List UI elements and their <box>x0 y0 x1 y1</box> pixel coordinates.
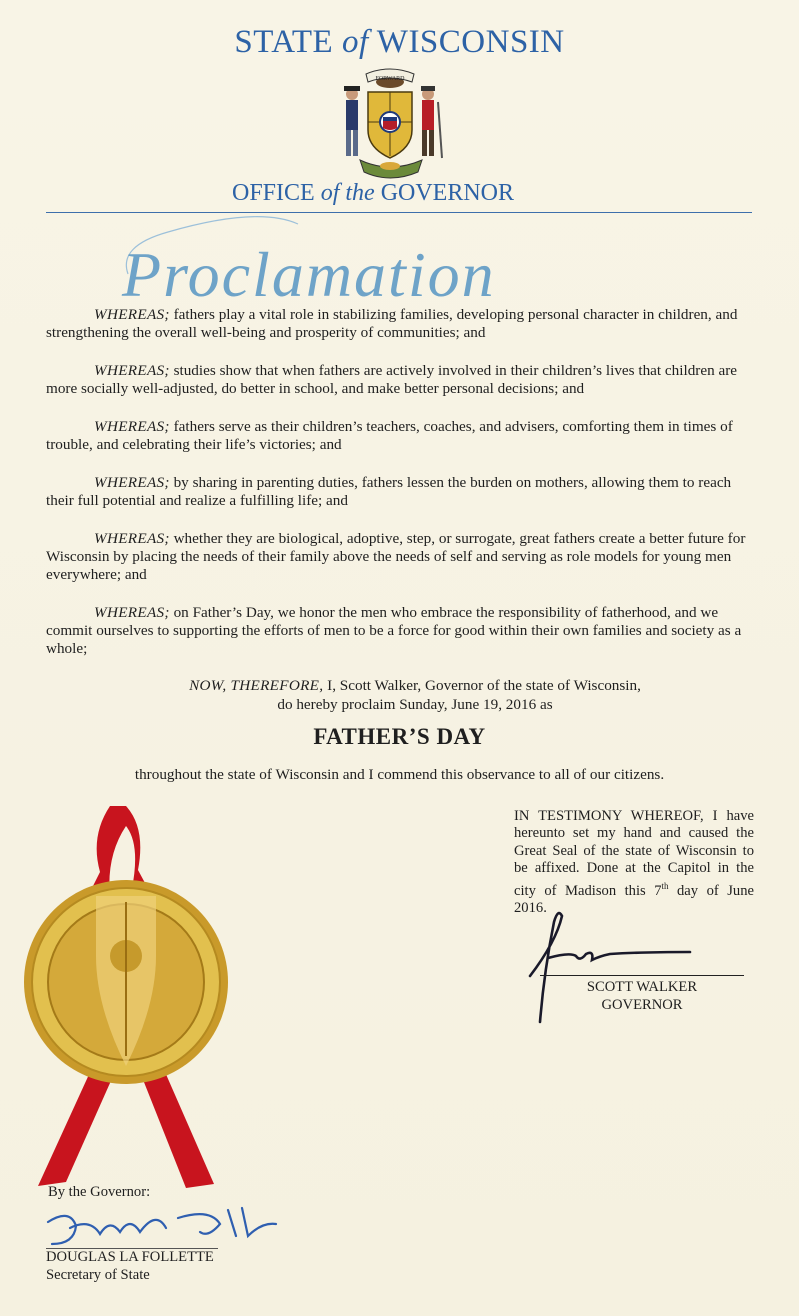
wisconsin-coat-of-arms <box>330 62 450 184</box>
governor-name-block: SCOTT WALKER GOVERNOR <box>586 979 698 1013</box>
now-therefore-block: NOW, THEREFORE, I, Scott Walker, Governor of the state of Wisconsin, do hereby proclaim Sunday, June 19, 2016 as <box>189 677 641 713</box>
whereas-paragraph-5: WHEREAS; whether they are biological, adoptive, step, or surrogate, great fathers create a better future for Wisconsin by placing the needs of their family above the needs of self and serving as role models for young men everywhere; and <box>46 530 746 583</box>
whereas-paragraph-6: WHEREAS; on Father’s Day, we honor the men who embrace the responsibility of fatherhood, and we commit ourselves to supporting the efforts of men to be a force for good within their own families and society as a whole; <box>46 604 742 657</box>
whereas-paragraph-2: WHEREAS; studies show that when fathers are actively involved in their children’s lives that children are more socially well-adjusted, do better in school, and make better personal decisions; and <box>46 362 738 397</box>
office-title: OFFICE of the GOVERNOR <box>232 180 515 206</box>
seal-motto: FORWARD <box>375 76 405 82</box>
state-title: STATE of WISCONSIN <box>234 24 565 60</box>
whereas-paragraph-1: WHEREAS; fathers play a vital role in stabilizing families, developing personal character in children, and strengthening the overall well-being and prosperity of communities; and <box>46 306 738 341</box>
occasion-title: FATHER’S DAY <box>313 724 486 749</box>
whereas-paragraph-4: WHEREAS; by sharing in parenting duties, fathers lessen the burden on mothers, allowing them to reach their full potential and realize a fulfilling life; and <box>46 474 732 509</box>
svg-text:Proclamation: Proclamation <box>122 239 496 310</box>
commendation-line: throughout the state of Wisconsin and I commend this observance to all of our citizens. <box>134 766 665 783</box>
by-the-governor-label: By the Governor: <box>48 1184 151 1200</box>
great-seal-with-ribbon <box>18 806 230 1190</box>
whereas-paragraph-3: WHEREAS; fathers serve as their children’s teachers, coaches, and advisers, comforting them in times of trouble, and celebrating their life’s victories; and <box>46 418 733 453</box>
governor-signature-line <box>540 975 744 976</box>
proclamation-script-heading <box>108 196 708 316</box>
testimony-block: IN TESTIMONY WHEREOF, I have hereunto set my hand and caused the Great Seal of the state of Wisconsin to be affixed. Done at the Capitol in the city of Madison this 7th day of June 2016. <box>514 808 754 916</box>
secretary-name-block: DOUGLAS LA FOLLETTE Secretary of State <box>46 1249 214 1283</box>
